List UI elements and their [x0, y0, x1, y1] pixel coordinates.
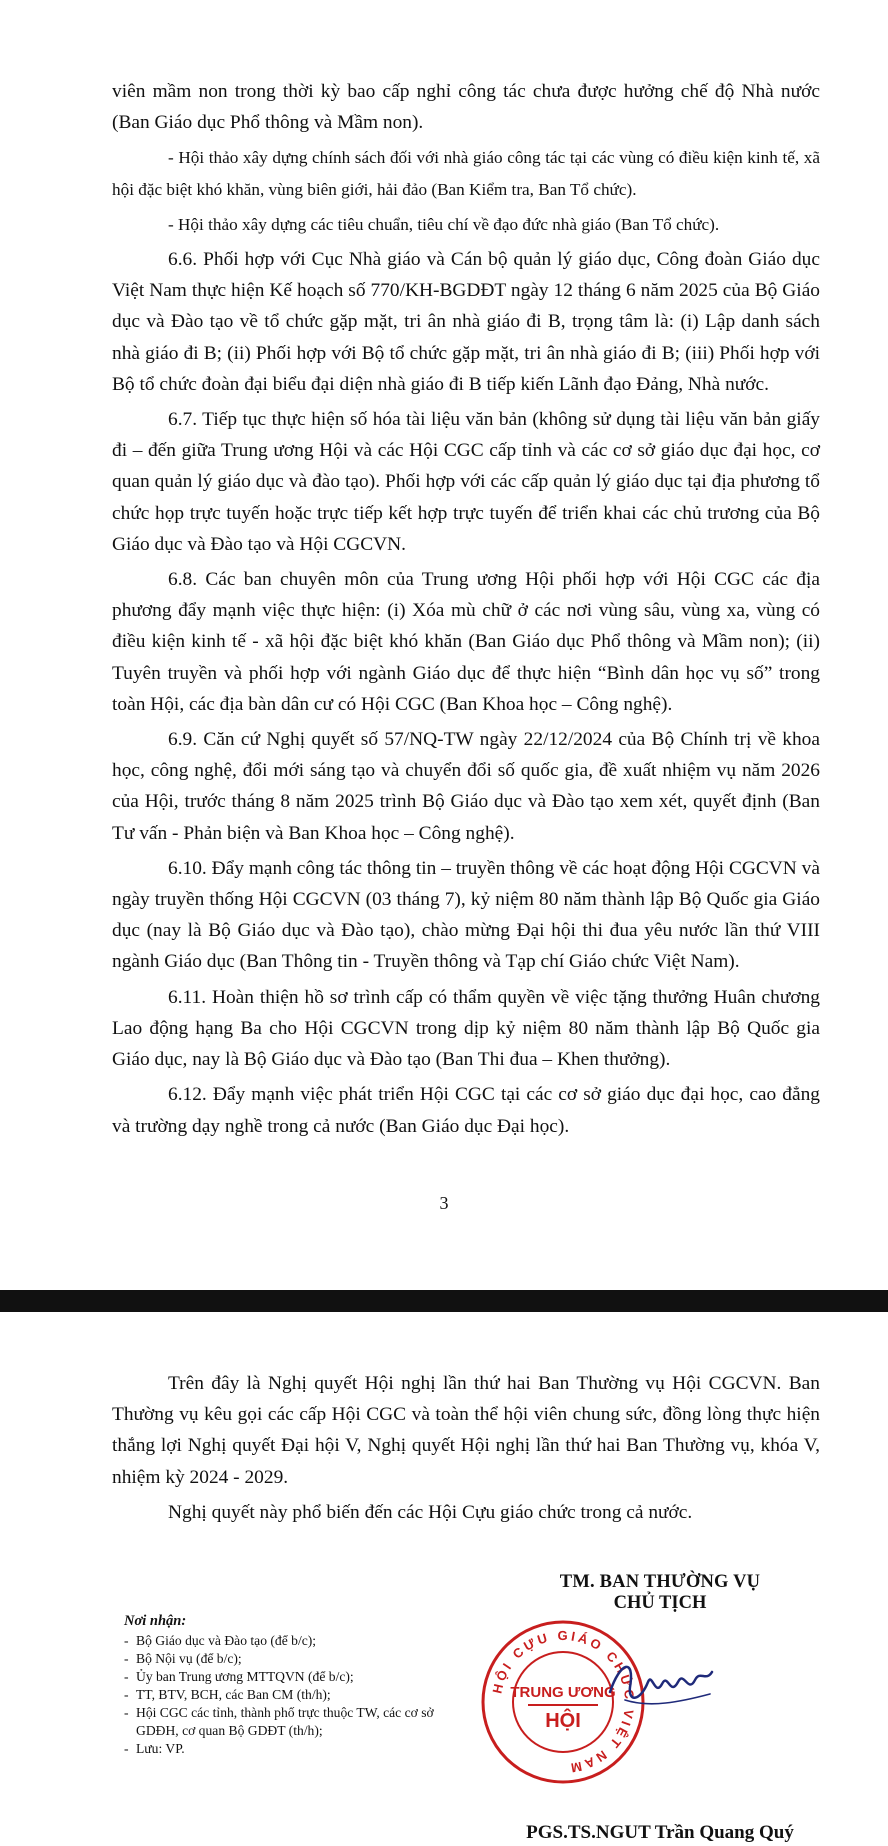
paragraph-continuation: viên mầm non trong thời kỳ bao cấp nghỉ công tác chưa được hưởng chế độ Nhà nước (Ban Giáo dục Phổ thông và Mầm non).	[112, 81, 820, 134]
signer-title: CHỦ TỊCH	[613, 1593, 707, 1613]
paragraph-6-11: 6.11. Hoàn thiện hồ sơ trình cấp có thẩm quyền về việc tặng thưởng Huân chương Lao động hạng Ba cho Hội CGCVN trong dịp kỷ niệm 80 năm thành lập Bộ Quốc gia Giáo dục, nay là Bộ Giáo dục và Đào tạo (Ban Thi đua – Khen thưởng).	[112, 986, 820, 1071]
paragraph-6-9: 6.9. Căn cứ Nghị quyết số 57/NQ-TW ngày 22/12/2024 của Bộ Chính trị về khoa học, công nghệ, đổi mới sáng tạo và chuyển đổi số quốc gia, đề xuất nhiệm vụ năm 2026 của Hội, trước tháng 8 năm 2025 trình Bộ Giáo dục và Đào tạo xem xét, quyết định (Ban Tư vấn - Phản biện và Ban Khoa học – Công nghệ).	[112, 729, 820, 844]
page1-body	[112, 76, 820, 1142]
handwritten-signature-icon	[600, 1642, 720, 1722]
svg-text:HỘI: HỘI	[545, 1710, 581, 1732]
svg-text:TRUNG ƯƠNG: TRUNG ƯƠNG	[510, 1684, 616, 1701]
paragraph-6-10: 6.10. Đẩy mạnh công tác thông tin – truyền thông về các hoạt động Hội CGCVN và ngày truyền thống Hội CGCVN (03 tháng 7), kỷ niệm 80 năm thành lập Bộ Quốc gia Giáo dục (nay là Bộ Giáo dục và Đào tạo), chào mừng Đại hội thi đua yêu nước lần thứ VIII ngành Giáo dục (Ban Thông tin - Truyền thông và Tạp chí Giáo chức Việt Nam).	[112, 857, 820, 973]
signer-organization: TM. BAN THƯỜNG VỤ	[559, 1572, 761, 1592]
paragraph-6-12: 6.12. Đẩy mạnh việc phát triển Hội CGC tại các cơ sở giáo dục đại học, cao đẳng và trường dạy nghề trong cả nước (Ban Giáo dục Đại học).	[112, 1084, 820, 1137]
dissemination-paragraph: Nghị quyết này phổ biến đến các Hội Cựu giáo chức trong cả nước.	[168, 1501, 693, 1523]
paragraph-6-7: 6.7. Tiếp tục thực hiện số hóa tài liệu văn bản (không sử dụng tài liệu văn bản giấy đi – đến giữa Trung ương Hội và các Hội CGC cấp tỉnh và các cơ sở giáo dục đại học, cơ quan quản lý giáo dục và đào tạo). Phối hợp với các cấp quản lý giáo dục tại địa phương tổ chức họp trực tuyến hoặc trực tiếp kết hợp trực tuyến để triển khai các chủ trương của Bộ Giáo dục và Đào tạo và Hội CGCVN.	[112, 409, 820, 555]
recipients-list	[124, 1632, 464, 1758]
document-page-2	[0, 1312, 888, 1846]
paragraph-6-6: 6.6. Phối hợp với Cục Nhà giáo và Cán bộ quản lý giáo dục, Công đoàn Giáo dục Việt Nam thực hiện Kế hoạch số 770/KH-BGDĐT ngày 12 tháng 6 năm 2025 của Bộ Giáo dục và Đào tạo về tổ chức gặp mặt, tri ân nhà giáo đi B, trọng tâm là: (i) Lập danh sách nhà giáo đi B; (ii) Phối hợp với Bộ tổ chức gặp mặt, tri ân nhà giáo đi B; (iii) Phối hợp với Bộ tổ chức đoàn đại biểu đại diện nhà giáo đi B tiếp kiến Lãnh đạo Đảng, Nhà nước.	[112, 249, 820, 395]
svg-text:HỘI CỰU GIÁO CHỨC VIỆT NAM: HỘI CỰU GIÁO CHỨC VIỆT NAM	[489, 1627, 638, 1777]
recipient-item: - Lưu: VP.	[124, 1740, 464, 1758]
page-divider	[0, 1290, 888, 1312]
recipient-item: - Bộ Giáo dục và Đào tạo (để b/c);	[124, 1632, 464, 1650]
recipients-title: Nơi nhận:	[124, 1613, 187, 1629]
closing-section	[112, 1368, 820, 1528]
signer-name: PGS.TS.NGUT Trần Quang Quý	[526, 1822, 794, 1843]
recipient-item: - Bộ Nội vụ (để b/c);	[124, 1650, 464, 1668]
paragraph-bullet-policy-workshop: - Hội thảo xây dựng chính sách đối với nhà giáo công tác tại các vùng có điều kiện kinh tế, xã hội đặc biệt khó khăn, vùng biên giới, hải đảo (Ban Kiểm tra, Ban Tổ chức).	[112, 148, 820, 199]
recipient-item: - Ủy ban Trung ương MTTQVN (để b/c);	[124, 1668, 464, 1686]
recipient-item: - TT, BTV, BCH, các Ban CM (th/h);	[124, 1686, 464, 1704]
recipient-item: - Hội CGC các tỉnh, thành phố trực thuộc TW, các cơ sở GDĐH, cơ quan Bộ GDĐT (th/h);	[124, 1704, 464, 1740]
closing-paragraph: Trên đây là Nghị quyết Hội nghị lần thứ hai Ban Thường vụ Hội CGCVN. Ban Thường vụ kêu gọi các cấp Hội CGC và toàn thể hội viên chung sức, đồng lòng thực hiện thắng lợi Nghị quyết Đại hội V, Nghị quyết Hội nghị lần thứ hai Ban Thường vụ, khóa V, nhiệm kỳ 2024 - 2029.	[112, 1373, 820, 1488]
paragraph-bullet-ethics-workshop: - Hội thảo xây dựng các tiêu chuẩn, tiêu chí về đạo đức nhà giáo (Ban Tổ chức).	[168, 214, 720, 234]
paragraph-6-8: 6.8. Các ban chuyên môn của Trung ương Hội phối hợp với Hội CGC các địa phương đẩy mạnh việc thực hiện: (i) Xóa mù chữ ở các nơi vùng sâu, vùng xa, vùng có điều kiện kinh tế - xã hội đặc biệt khó khăn (Ban Giáo dục Phổ thông và Mầm non); (ii) Tuyên truyền và phối hợp với ngành Giáo dục để thực hiện “Bình dân học vụ số” trong toàn Hội, các địa bàn dân cư có Hội CGC (Ban Khoa học – Công nghệ).	[112, 569, 820, 715]
recipients-block	[124, 1612, 464, 1758]
page-number: 3	[439, 1193, 449, 1213]
